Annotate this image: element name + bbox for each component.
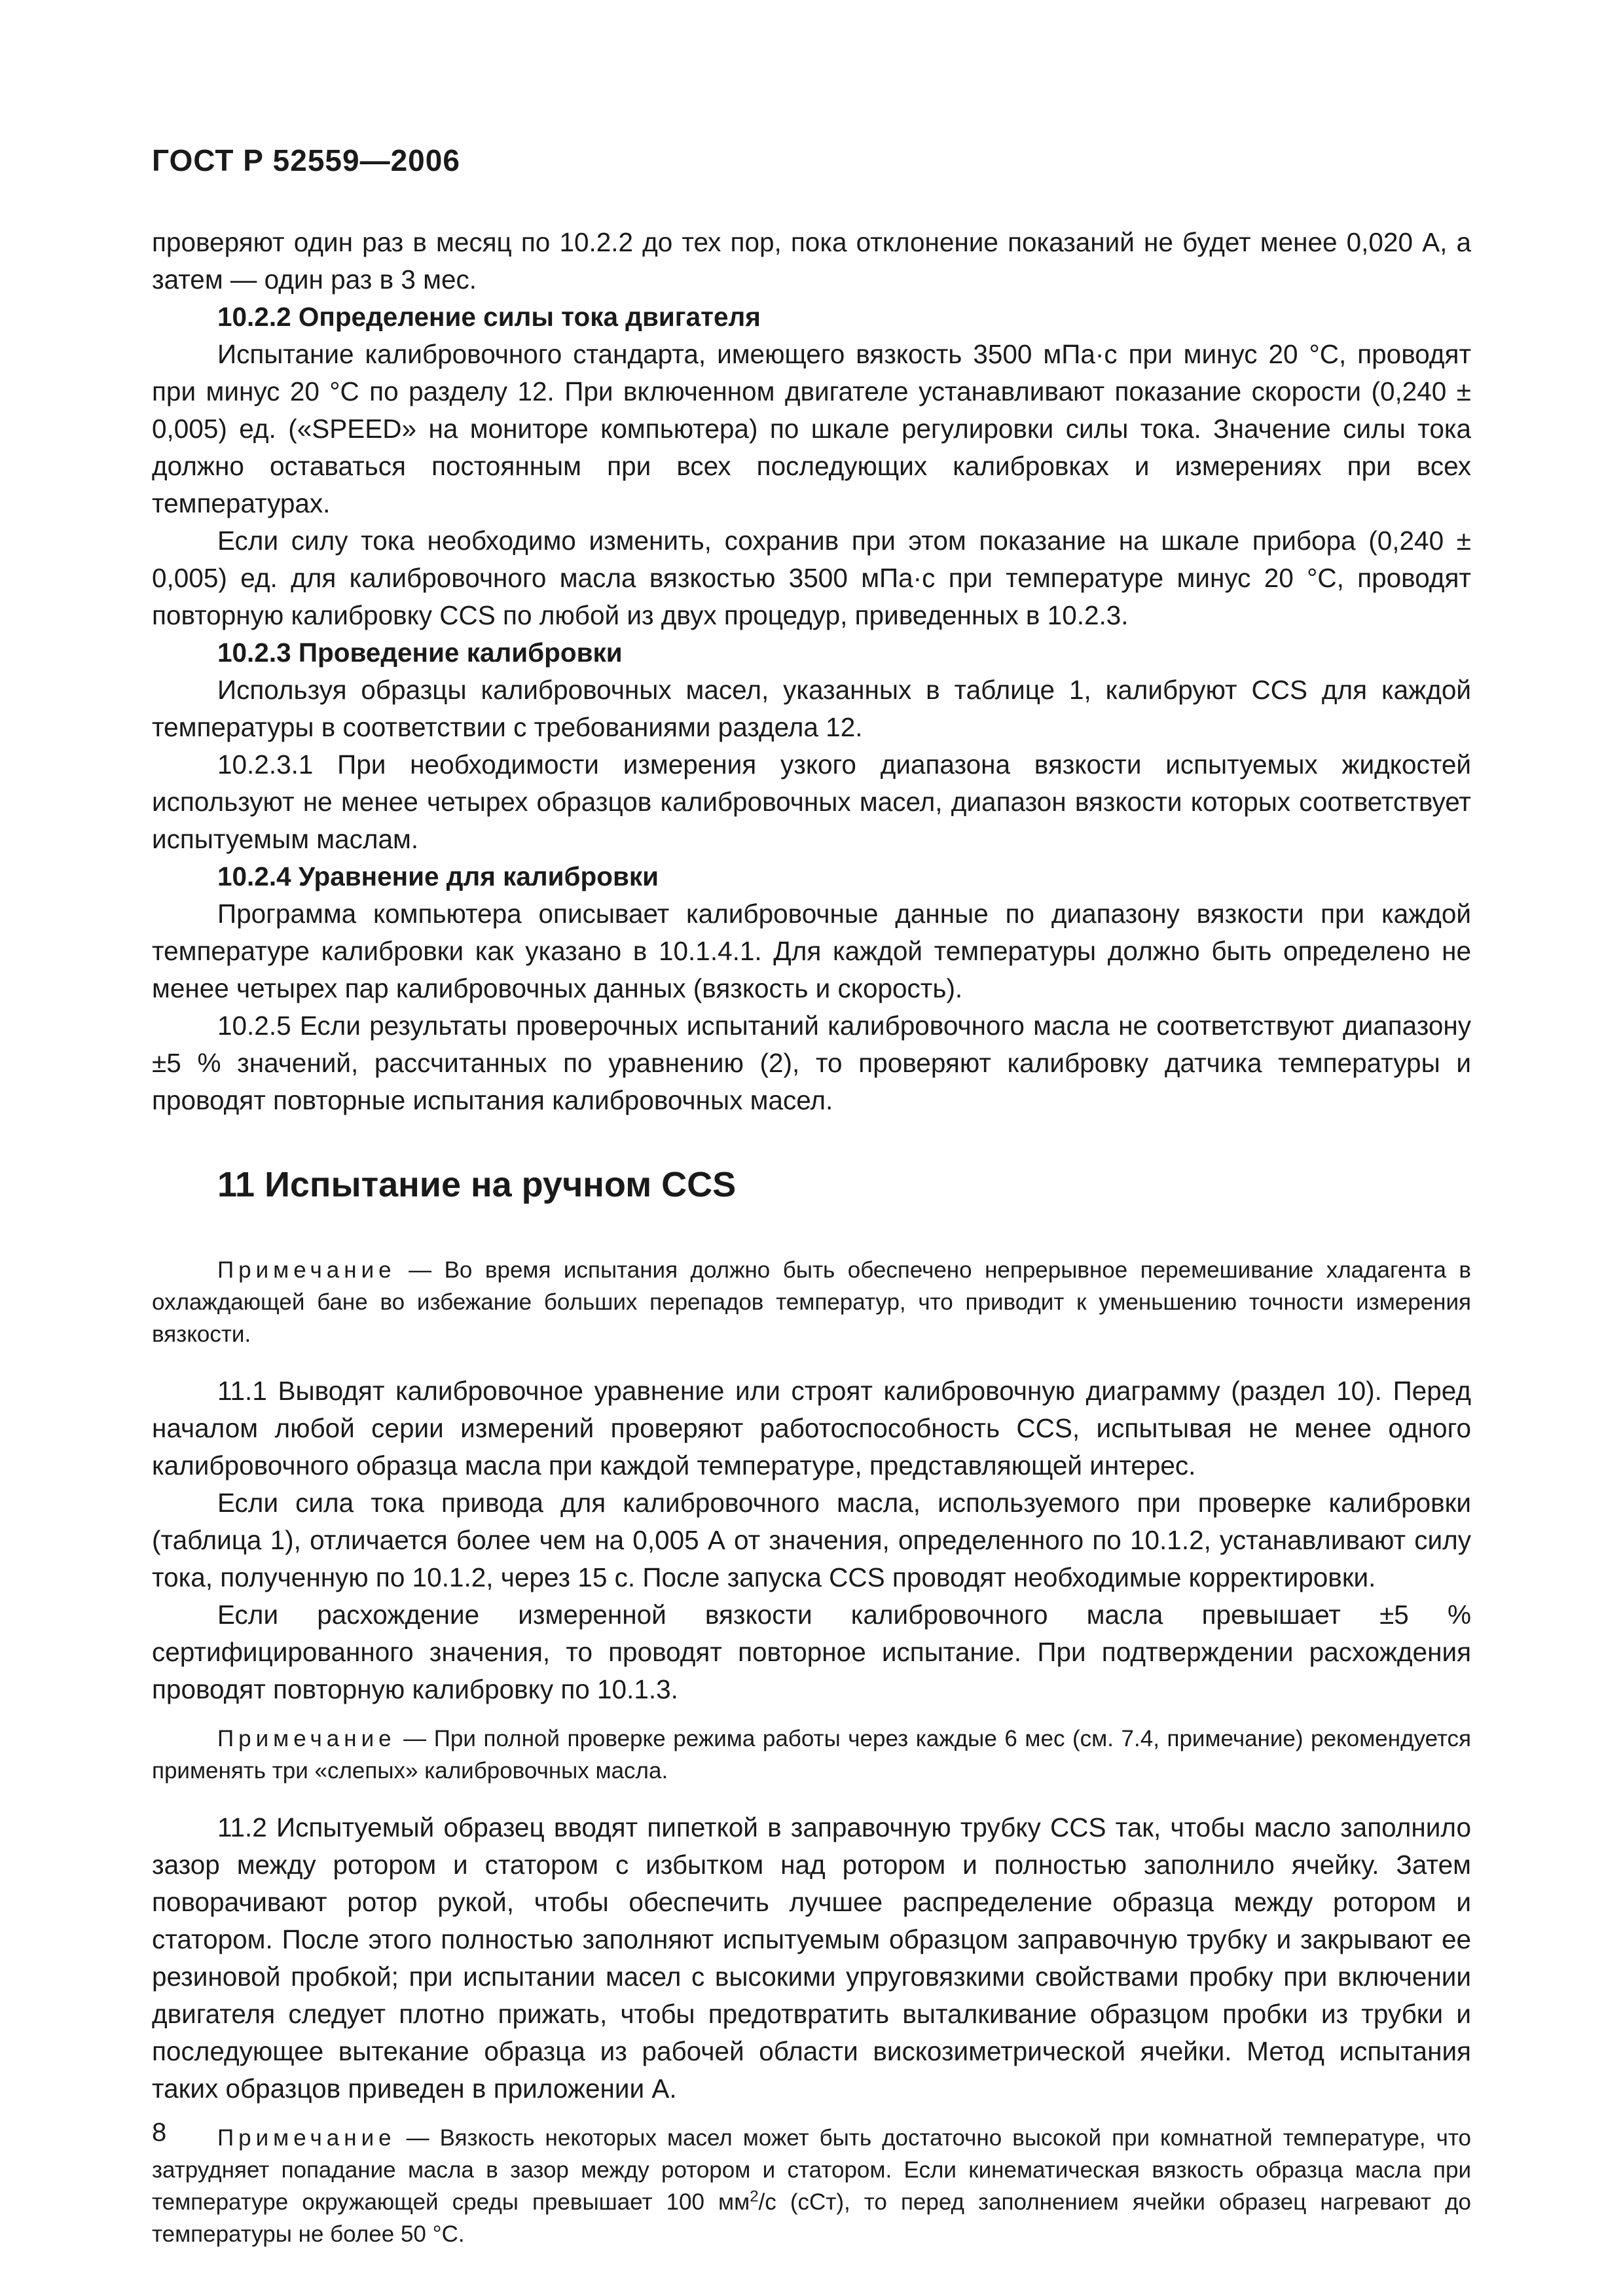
paragraph: 11.1 Выводят калибровочное уравнение или строят калибровочную диаграмму (раздел 10). Перед началом любой серии измерений проверяют работоспособность CCS, испытывая не менее одного калибровочного образца масла при каждой температуре, представляющей интерес.	[152, 1376, 1471, 1480]
note	[152, 2122, 1471, 2250]
paragraph: Испытание калибровочного стандарта, имеющего вязкость 3500 мПа·с при минус 20 °С, проводят при минус 20 °С по разделу 12. При включенном двигателе устанавливают показание скорости (0,240 ± 0,005) ед. («SPEED» на мониторе компьютера) по шкале регулировки силы тока. Значение силы тока должно оставаться постоянным при всех последующих калибровках и измерениях при всех температурах.	[152, 339, 1471, 518]
note-text: — При полной проверке режима работы через каждые 6 мес (см. 7.4, примечание) рекомендуется применять три «слепых» калибровочных масла.	[152, 1726, 1471, 1784]
paragraph: 11.2 Испытуемый образец вводят пипеткой в заправочную трубку CCS так, чтобы масло заполнило зазор между ротором и статором с избытком над ротором и полностью заполнило ячейку. Затем поворачивают ротор рукой, чтобы обеспечить лучшее распределение образца между ротором и статором. После этого полностью заполняют испытуемым образцом заправочную трубку и закрывают ее резиновой пробкой; при испытании масел с высокими упруговязкими свойствами пробку при включении двигателя следует плотно прижать, чтобы предотвратить выталкивание образцом пробки из трубки и последующее вытекание образца из рабочей области вискозиметрической ячейки. Метод испытания таких образцов приведен в приложении А.	[152, 1812, 1471, 2104]
paragraph: Программа компьютера описывает калибровочные данные по диапазону вязкости при каждой температуре калибровки как указано в 10.1.4.1. Для каждой температуры должно быть определено не менее четырех пар калибровочных данных (вязкость и скорость).	[152, 899, 1471, 1003]
note-label: Примечание	[217, 1726, 396, 1751]
section-heading-11: 11 Испытание на ручном CCS	[217, 1165, 737, 1204]
paragraph: Если сила тока привода для калибровочного масла, используемого при проверке калибровки (таблица 1), отличается более чем на 0,005 А от значения, определенного по 10.1.2, устанавливают силу тока, полученную по 10.1.2, через 15 с. После запуска CCS проводят необходимые корректировки.	[152, 1488, 1471, 1592]
page-number: 8	[152, 2118, 167, 2147]
document-header: ГОСТ Р 52559—2006	[152, 143, 460, 177]
note-label: Примечание	[217, 1257, 396, 1283]
note-text-end: /с (сСт), то перед заполнением ячейки образец нагревают до температуры не более 50 °С.	[152, 2189, 1471, 2247]
note-text: — Во время испытания должно быть обеспечено непрерывное перемешивание хладагента в охлаждающей бане во избежание больших перепадов температур, что приводит к уменьшению точности измерения вязкости.	[152, 1257, 1471, 1347]
note-text: — Вязкость некоторых масел может быть достаточно высокой при комнатной температуре, что затрудняет попадание масла в зазор между ротором и статором. Если кинематическая вязкость образца масла при температуре окружающей среды превышает 100 мм	[152, 2125, 1471, 2215]
paragraph: проверяют один раз в месяц по 10.2.2 до тех пор, пока отклонение показаний не будет менее 0,020 А, а затем — один раз в 3 мес.	[152, 227, 1471, 295]
note	[152, 1254, 1471, 1350]
paragraph: Если силу тока необходимо изменить, сохранив при этом показание на шкале прибора (0,240 ± 0,005) ед. для калибровочного масла вязкостью 3500 мПа·с при температуре минус 20 °С, проводят повторную калибровку CCS по любой из двух процедур, приведенных в 10.2.3.	[152, 526, 1471, 630]
paragraph: Если расхождение измеренной вязкости калибровочного масла превышает ±5 % сертифицированного значения, то проводят повторное испытание. При подтверждении расхождения проводят повторную калибровку по 10.1.3.	[152, 1600, 1471, 1704]
paragraph: 10.2.3.1 При необходимости измерения узкого диапазона вязкости испытуемых жидкостей используют не менее четырех образцов калибровочных масел, диапазон вязкости которых соответствует испытуемым маслам.	[152, 749, 1471, 854]
section-heading-10-2-4: 10.2.4 Уравнение для калибровки	[217, 861, 659, 891]
paragraph: Используя образцы калибровочных масел, указанных в таблице 1, калибруют CCS для каждой температуры в соответствии с требованиями раздела 12.	[152, 675, 1471, 742]
note	[152, 1723, 1471, 1787]
note-label: Примечание	[217, 2125, 396, 2151]
section-heading-10-2-2: 10.2.2 Определение силы тока двигателя	[217, 302, 761, 332]
section-heading-10-2-3: 10.2.3 Проведение калибровки	[217, 637, 623, 668]
paragraph: 10.2.5 Если результаты проверочных испытаний калибровочного масла не соответствуют диапазону ±5 % значений, рассчитанных по уравнению (2), то проверяют калибровку датчика температуры и проводят повторные испытания калибровочных масел.	[152, 1011, 1471, 1115]
page-content	[152, 224, 1471, 2250]
superscript: 2	[750, 2187, 759, 2206]
